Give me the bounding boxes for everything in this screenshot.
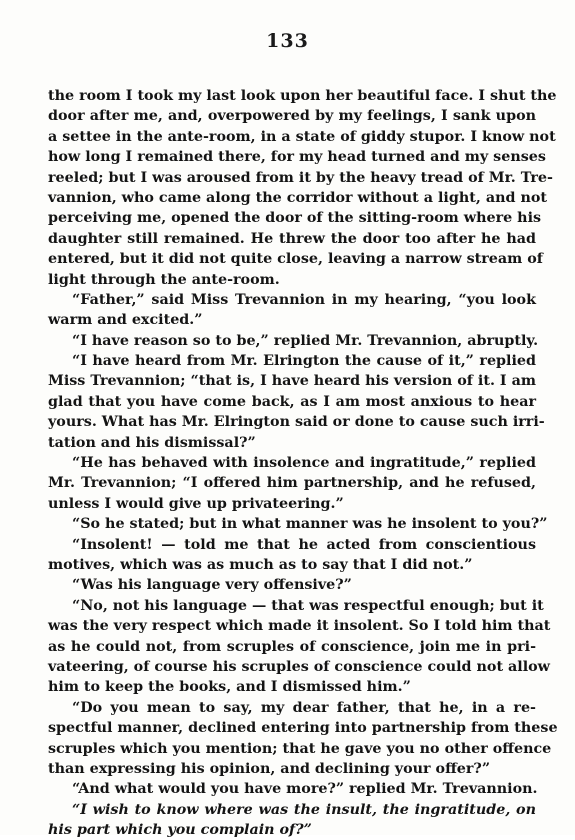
- text-line: entered, but it did not quite close, leaving a narrow stream of: [48, 251, 543, 268]
- text-line: “I have heard from Mr. Elrington the cause of it,” replied: [72, 353, 536, 370]
- text-line: light through the ante-room.: [48, 271, 280, 288]
- text-line: “So he stated; but in what manner was he insolent to you?”: [72, 516, 548, 533]
- text-line: tation and his dismissal?”: [48, 434, 256, 451]
- text-line: how long I remained there, for my head turned and my senses: [48, 149, 546, 166]
- text-line: “No, not his language — that was respectful enough; but it: [72, 597, 544, 614]
- text-line: “I have reason so to be,” replied Mr. Trevannion, abruptly.: [72, 332, 539, 349]
- text-line: glad that you have come back, as I am most anxious to hear: [48, 393, 536, 410]
- text-line: scruples which you mention; that he gave you no other offence: [48, 740, 552, 757]
- text-line: Miss Trevannion; “that is, I have heard his version of it. I am: [48, 373, 536, 390]
- text-line: yours. What has Mr. Elrington said or done to cause such irri-: [48, 414, 545, 431]
- text-line: “And what would you have more?” replied Mr. Trevannion.: [72, 781, 538, 798]
- text-line: door after me, and, overpowered by my feelings, I sank upon: [48, 108, 536, 125]
- text-line: daughter still remained. He threw the door too after he had: [48, 230, 536, 247]
- text-line: a settee in the ante-room, in a state of giddy stupor. I know not: [48, 128, 556, 145]
- body-text: [48, 86, 558, 840]
- text-line: “Do you mean to say, my dear father, that he, in a re-: [72, 699, 536, 716]
- text-line: “Insolent! — told me that he acted from conscientious: [72, 536, 536, 553]
- text-line: “Was his language very offensive?”: [72, 577, 352, 594]
- text-line: Mr. Trevannion; “I offered him partnership, and he refused,: [48, 475, 536, 492]
- text-line: reeled; but I was aroused from it by the heavy tread of Mr. Tre-: [48, 169, 553, 186]
- text-line: “He has behaved with insolence and ingratitude,” replied: [72, 455, 536, 472]
- text-line: was the very respect which made it insolent. So I told him that: [48, 618, 551, 635]
- text-line: vannion, who came along the corridor without a light, and not: [48, 189, 547, 206]
- text-line: “Father,” said Miss Trevannion in my hearing, “you look: [72, 291, 536, 308]
- text-line: as he could not, from scruples of conscience, join me in pri-: [48, 638, 536, 655]
- text-line: his part which you complain of?”: [48, 822, 312, 839]
- text-line: spectful manner, declined entering into partnership from these: [48, 720, 558, 737]
- page-number: 133: [266, 30, 309, 52]
- text-line: vateering, of course his scruples of conscience could not allow: [48, 658, 550, 675]
- text-line: “I wish to know where was the insult, the ingratitude, on: [72, 801, 536, 818]
- text-line: him to keep the books, and I dismissed him.”: [48, 679, 411, 696]
- text-line: than expressing his opinion, and declining your offer?”: [48, 760, 491, 777]
- text-line: warm and excited.”: [48, 312, 203, 329]
- text-line: perceiving me, opened the door of the sitting-room where his: [48, 210, 542, 227]
- text-line: unless I would give up privateering.”: [48, 495, 344, 512]
- text-line: the room I took my last look upon her beautiful face. I shut the: [48, 88, 557, 104]
- text-line: motives, which was as much as to say that I did not.”: [48, 556, 473, 573]
